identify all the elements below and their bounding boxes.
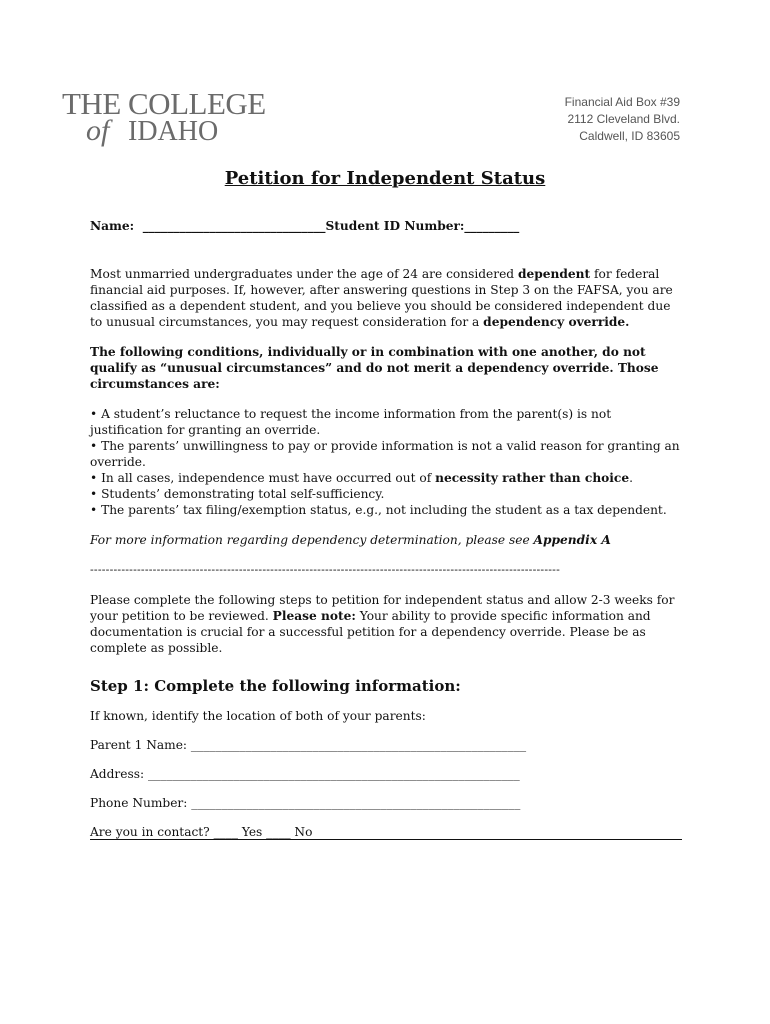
address-row xyxy=(90,766,680,795)
list-item: • The parents’ unwillingness to pay or provide information is not a valid reason for granting an override. xyxy=(90,439,680,469)
instructions-text-2: Your ability to provide specific information and documentation is crucial for a successful petition for a dependency override. Please be as complete as possible. xyxy=(90,609,651,655)
instructions-paragraph xyxy=(90,592,680,656)
address-field[interactable]: _____________________________________________________________ xyxy=(147,767,520,781)
logo-line2: IDAHO xyxy=(128,116,219,147)
contact-row[interactable] xyxy=(90,824,680,853)
page-title: Petition for Independent Status xyxy=(224,168,546,189)
step1-heading: Step 1: Complete the following information: xyxy=(90,677,461,695)
divider: ------------------------------------------------------------------------------------------------------------------------ xyxy=(90,563,561,576)
address-label: Address: xyxy=(90,767,148,781)
more-info xyxy=(90,532,680,548)
list-item: • Students’ demonstrating total self-sufficiency. xyxy=(90,487,385,501)
address-line: Financial Aid Box #39 xyxy=(564,95,680,109)
student-id-label: Student ID Number: xyxy=(325,219,465,233)
more-info-text: For more information regarding dependency determination, please see xyxy=(90,533,534,547)
contact-underline xyxy=(90,839,682,840)
intro-text: Most unmarried undergraduates under the age of 24 are considered xyxy=(90,267,518,281)
address-line: Caldwell, ID 83605 xyxy=(579,129,680,143)
parent1-row xyxy=(90,737,680,766)
name-field[interactable]: ______________________________ xyxy=(142,219,326,233)
name-label: Name: xyxy=(90,219,135,233)
student-id-field[interactable]: _________ xyxy=(464,219,520,233)
logo-line1: THE COLLEGE xyxy=(62,86,266,121)
appendix-link: Appendix A xyxy=(533,533,611,547)
bullet3-end: . xyxy=(629,471,633,485)
conditions-list xyxy=(90,406,680,518)
bullet3-bold: necessity rather than choice xyxy=(435,471,630,485)
list-item: • The parents’ tax filing/exemption status, e.g., not including the student as a tax dependent. xyxy=(90,503,667,517)
address-line: 2112 Cleveland Blvd. xyxy=(567,112,680,126)
intro-text-2: for federal financial aid purposes. If, however, after answering questions in Step 3 on the FAFSA, you are classified as a dependent student, and you believe you should be considered independent due to unusual circumstances, you may request consideration for a xyxy=(90,267,673,329)
phone-label: Phone Number: xyxy=(90,796,192,810)
phone-field[interactable]: ______________________________________________________ xyxy=(191,796,521,810)
conditions-heading: The following conditions, individually or in combination with one another, do not qualify as “unusual circumstances” and do not merit a dependency override. Those circumstances are: xyxy=(90,345,659,391)
form-body xyxy=(90,218,680,853)
parents-prompt: If known, identify the location of both of your parents: xyxy=(90,709,426,723)
mailing-address xyxy=(565,94,680,145)
list-item: • A student’s reluctance to request the income information from the parent(s) is not justification for granting an override. xyxy=(90,407,612,437)
instructions-text: Please complete the following steps to petition for independent status and allow 2-3 weeks for your petition to be reviewed. xyxy=(90,593,675,623)
college-logo xyxy=(62,88,272,158)
phone-row xyxy=(90,795,680,824)
intro-override: dependency override. xyxy=(483,315,630,329)
parent1-field[interactable]: _______________________________________________________ xyxy=(190,738,527,752)
list-item xyxy=(90,470,680,486)
please-note: Please note: xyxy=(272,609,356,623)
intro-paragraph xyxy=(90,266,680,330)
contact-question[interactable]: Are you in contact? ____ Yes ____ No xyxy=(90,825,313,839)
parent1-label: Parent 1 Name: xyxy=(90,738,191,752)
name-id-row xyxy=(90,218,680,234)
bullet3-text: • In all cases, independence must have occurred out of xyxy=(90,471,436,485)
intro-dependent: dependent xyxy=(517,267,591,281)
logo-of: of xyxy=(86,114,110,147)
